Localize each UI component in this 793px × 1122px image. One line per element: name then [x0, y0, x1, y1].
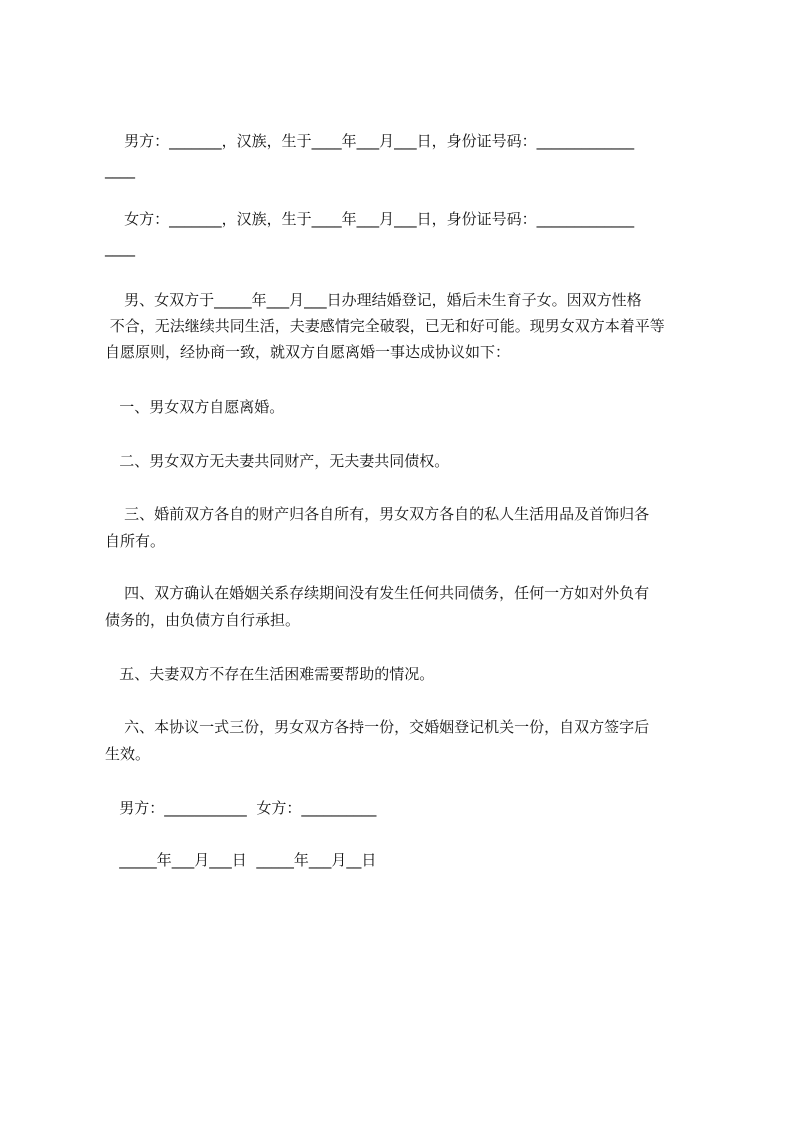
intro-line-2: 不合，无法继续共同生活，夫妻感情完全破裂，已无和好可能。现男女双方本着平等	[105, 317, 665, 335]
female-party-line-2: ____	[105, 239, 135, 257]
signature-date-line: _____年___月___日 _____年___月__日	[105, 851, 377, 869]
clause-2: 二、男女双方无夫妻共同财产，无夫妻共同债权。	[105, 452, 450, 470]
clause-5: 五、夫妻双方不存在生活困难需要帮助的情况。	[105, 665, 435, 683]
clause-6-line-1: 六、本协议一式三份，男女双方各持一份，交婚姻登记机关一份，自双方签字后	[105, 718, 650, 736]
female-party-line-1: 女方：_______，汉族，生于____年___月___日，身份证号码：_____________	[105, 210, 635, 228]
clause-3-line-2: 自所有。	[105, 532, 166, 550]
clause-6-line-2: 生效。	[105, 745, 151, 763]
signature-line: 男方：___________ 女方：__________	[105, 799, 377, 817]
clause-3-line-1: 三、婚前双方各自的财产归各自所有，男女双方各自的私人生活用品及首饰归各	[105, 505, 650, 523]
clause-1: 一、男女双方自愿离婚。	[105, 398, 285, 416]
clause-4-line-1: 四、双方确认在婚姻关系存续期间没有发生任何共同债务，任何一方如对外负有	[105, 584, 650, 602]
clause-4-line-2: 债务的，由负债方自行承担。	[105, 611, 301, 629]
intro-line-1: 男、女双方于_____年___月___日办理结婚登记，婚后未生育子女。因双方性格	[105, 291, 642, 309]
male-party-line-1: 男方：_______，汉族，生于____年___月___日，身份证号码：_____________	[105, 132, 635, 150]
male-party-line-2: ____	[105, 161, 135, 179]
intro-line-3: 自愿原则，经协商一致，就双方自愿离婚一事达成协议如下：	[105, 343, 511, 361]
